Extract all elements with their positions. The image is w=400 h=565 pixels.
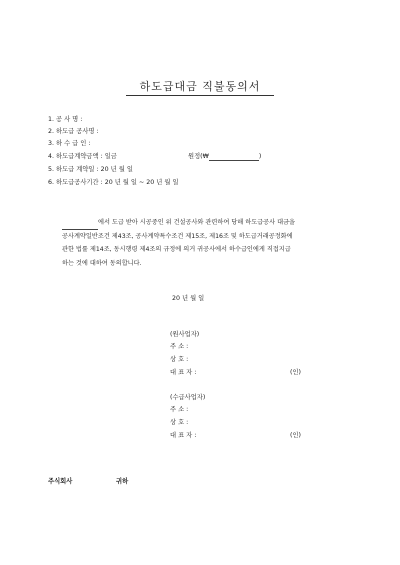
field-label: 4. 하도급계약금액 : 일금 — [48, 153, 117, 160]
signature-date: 20 년 월 일 — [172, 295, 205, 302]
principal-address-label: 주 소 : — [170, 343, 189, 350]
principal-company-label: 상 호 : — [170, 356, 189, 363]
subcontractor-heading: (수급사업자) — [170, 394, 206, 401]
field-label: 2. 하도급 공사명 : — [48, 128, 99, 135]
field-amount-won — [188, 153, 261, 161]
field-label: 6. 하도급공사기간 : 20 년 월 일 ~ 20 년 월 일 — [48, 179, 179, 186]
field-contract-amount — [48, 153, 117, 161]
subcontractor-company-label: 상 호 : — [170, 419, 189, 426]
subcontractor-seal: (인) — [290, 432, 301, 439]
title-underline — [126, 95, 274, 96]
field-contract-period — [48, 179, 179, 187]
field-subcontractor — [48, 140, 90, 148]
subcontractor-rep-label: 대 표 자 : — [170, 432, 197, 439]
document-title: 하도급대금 직불동의서 — [139, 80, 261, 93]
principal-rep-label: 대 표 자 : — [170, 369, 197, 376]
field-label: 5. 하도급 계약일 : 20 년 월 일 — [48, 166, 133, 173]
principal-seal: (인) — [290, 369, 301, 376]
recipient-suffix: 귀하 — [116, 478, 129, 485]
field-label: 1. 공 사 명 : — [48, 116, 83, 123]
amount-blank — [209, 153, 262, 161]
consent-text: 에서 도급 받아 시공중인 위 건설공사와 관련하여 당해 하도급공사 대금을 공사계약일반조건 제43조, 공사계약특수조건 제15조, 제16조 및 하도급거래공정화에 관한 법률 제14조, 동시행령 제4조의 규정에 의거 귀공사에서 하수급인에게 직접지급 하는 것에 대하여 동의합니다. — [62, 219, 296, 267]
contractor-blank — [62, 221, 98, 230]
field-contract-date — [48, 166, 133, 174]
consent-paragraph — [62, 216, 362, 270]
field-project-name — [48, 116, 82, 124]
field-label: 3. 하 수 급 인 : — [48, 140, 91, 147]
field-subcontract-name — [48, 128, 99, 136]
subcontractor-address-label: 주 소 : — [170, 406, 189, 413]
recipient-company: 주식회사 — [48, 478, 73, 485]
amount-close-paren: ) — [258, 153, 262, 160]
amount-won-label: 원정(₩ — [188, 153, 209, 160]
principal-heading: (원사업자) — [170, 331, 200, 338]
